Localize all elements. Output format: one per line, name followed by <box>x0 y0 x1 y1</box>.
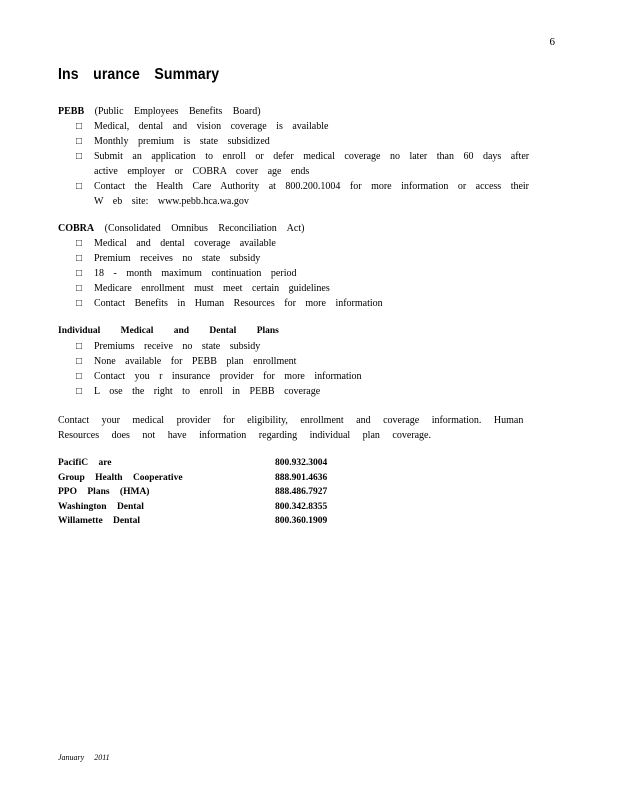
bullet-icon: □ <box>76 283 83 294</box>
list-item-text: Submit an application to enroll or defer medical coverage no later than 60 days after active employer or COBRA cover age ends <box>94 151 530 177</box>
phone-list <box>58 456 378 529</box>
provider-name: PacifiC are <box>58 458 112 468</box>
list-item-text: None available for PEBB plan enrollment <box>94 356 297 367</box>
contact-paragraph: Contact your medical provider for eligibility, enrollment and coverage information. Human Resources does not have information regarding individual plan coverage. <box>58 415 524 441</box>
phone-row <box>58 471 378 486</box>
individual-plans-heading: Individual Medical and Dental Plans <box>58 326 279 336</box>
pebb-section <box>58 104 538 209</box>
provider-name: PPO Plans (HMA) <box>58 487 150 497</box>
bullet-icon: □ <box>76 386 83 397</box>
provider-phone: 800.932.3004 <box>275 458 328 468</box>
list-item-text: Premiums receive no state subsidy <box>94 341 261 352</box>
list-item <box>58 296 538 311</box>
list-item <box>58 134 538 149</box>
pebb-heading-full: (Public Employees Benefits Board) <box>94 106 261 117</box>
cobra-heading-acronym: COBRA <box>58 223 95 234</box>
individual-plans-list <box>58 339 538 399</box>
list-item <box>58 236 538 251</box>
footer-date: January 2011 <box>58 753 110 762</box>
list-item <box>58 179 538 209</box>
list-item-text: Contact you r insurance provider for more information <box>94 371 362 382</box>
provider-name: Group Health Cooperative <box>58 472 183 483</box>
list-item-text: Contact the Health Care Authority at 800.200.1004 for more information or access their W eb site: www.pebb.hca.wa.gov <box>94 181 530 207</box>
provider-phone: 888.486.7927 <box>275 487 328 497</box>
list-item-text: Medical, dental and vision coverage is available <box>94 121 329 132</box>
cobra-section <box>58 221 538 311</box>
page-number: 6 <box>549 36 555 48</box>
cobra-heading <box>58 221 538 236</box>
list-item <box>58 149 538 179</box>
cobra-list <box>58 236 538 311</box>
bullet-icon: □ <box>76 181 83 192</box>
individual-plans-section <box>58 324 538 399</box>
provider-phone: 800.342.8355 <box>275 501 328 512</box>
provider-phone: 800.360.1909 <box>275 516 328 526</box>
provider-name: Willamette Dental <box>58 516 140 526</box>
bullet-icon: □ <box>76 253 83 264</box>
cobra-heading-full: (Consolidated Omnibus Reconciliation Act) <box>104 223 305 234</box>
bullet-icon: □ <box>76 268 83 279</box>
page-title: Ins urance Summary <box>58 66 220 83</box>
bullet-icon: □ <box>76 356 83 367</box>
pebb-heading-acronym: PEBB <box>58 106 85 117</box>
bullet-icon: □ <box>76 238 83 249</box>
bullet-icon: □ <box>76 298 83 309</box>
list-item-text: 18 - month maximum continuation period <box>94 268 297 279</box>
list-item-text: Premium receives no state subsidy <box>94 253 261 264</box>
list-item-text: Monthly premium is state subsidized <box>94 136 270 147</box>
list-item-text: Medicare enrollment must meet certain guidelines <box>94 283 330 294</box>
list-item-text: Contact Benefits in Human Resources for more information <box>94 298 383 309</box>
list-item <box>58 354 538 369</box>
phone-row <box>58 500 378 515</box>
list-item <box>58 266 538 281</box>
bullet-icon: □ <box>76 136 83 147</box>
list-item <box>58 384 538 399</box>
provider-phone: 888.901.4636 <box>275 472 328 483</box>
provider-name: Washington Dental <box>58 501 144 512</box>
bullet-icon: □ <box>76 341 83 352</box>
list-item-text: Medical and dental coverage available <box>94 238 276 249</box>
bullet-icon: □ <box>76 151 83 162</box>
list-item <box>58 281 538 296</box>
phone-row <box>58 456 378 471</box>
list-item <box>58 369 538 384</box>
list-item <box>58 119 538 134</box>
pebb-heading <box>58 104 538 119</box>
phone-row <box>58 485 378 500</box>
bullet-icon: □ <box>76 371 83 382</box>
bullet-icon: □ <box>76 121 83 132</box>
list-item <box>58 339 538 354</box>
list-item <box>58 251 538 266</box>
list-item-text: L ose the right to enroll in PEBB coverage <box>94 386 321 397</box>
phone-row <box>58 514 378 529</box>
pebb-list <box>58 119 538 209</box>
